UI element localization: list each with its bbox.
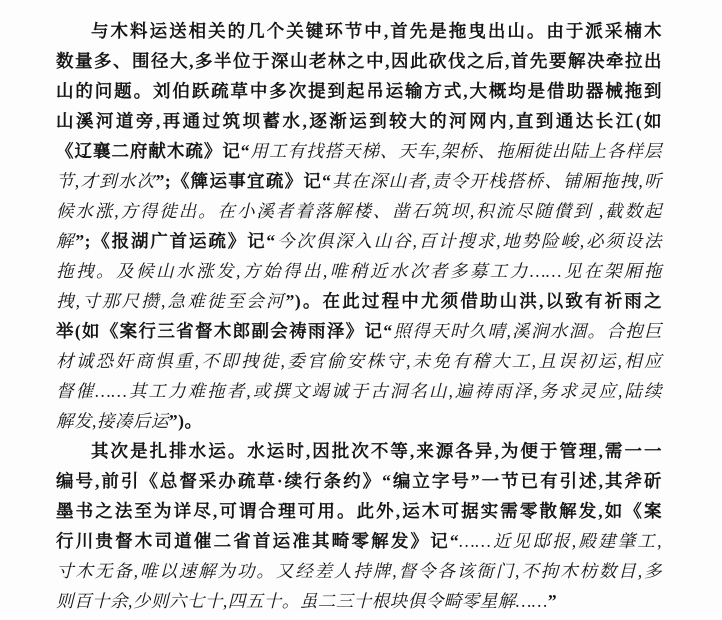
text-block bbox=[56, 16, 662, 616]
text-line bbox=[56, 406, 662, 436]
narrative-text: 数量多、围径大,多半位于深山老林之中,因此砍伐之后,首先要解决牵拉出 bbox=[56, 51, 662, 71]
narrative-text: 举(如《案行三省督木郎副会祷雨泽》记“ bbox=[56, 321, 393, 341]
quotation-text: 节,才到水次 bbox=[56, 171, 156, 191]
narrative-text: 编号,前引《总督采办疏草·续行条约》“编立字号”一节已有引述,其斧斫 bbox=[56, 471, 662, 491]
text-line bbox=[56, 16, 662, 46]
text-line bbox=[56, 136, 662, 166]
text-line bbox=[56, 346, 662, 376]
quotation-text: 其在深山者,责令开栈搭桥、铺厢拖拽,听 bbox=[331, 171, 663, 191]
quotation-text: 则百十余,少则六七十,四五十。虽二三十根块俱令畸零星解…… bbox=[56, 591, 548, 611]
text-line bbox=[56, 166, 662, 196]
narrative-text: 与木料运送相关的几个关键环节中,首先是拖曳出山。由于派采楠木 bbox=[91, 21, 662, 41]
text-line bbox=[56, 76, 662, 106]
paragraph bbox=[56, 16, 662, 436]
narrative-text: 墨书之法至为详尽,可谓合理可用。此外,运木可据实需零散解发,如《案 bbox=[56, 501, 662, 521]
text-line bbox=[56, 496, 662, 526]
quotation-text: 寸木无备,唯以速解为功。又经差人持牌,督令各该衙门,不拘木枋数目,多 bbox=[56, 561, 662, 581]
text-line bbox=[56, 586, 662, 616]
text-line bbox=[56, 526, 662, 556]
quotation-text: 今次俱深入山谷,百计搜求,地势险峻,必须设法 bbox=[275, 231, 663, 251]
narrative-text: ”)。在此过程中尤须借助山洪,以致有祈雨之 bbox=[285, 291, 663, 311]
quotation-text: 督催……其工力难拖者,或撰文竭诚于古洞名山,遍祷雨泽,务求灵应,陆续 bbox=[56, 381, 662, 401]
quotation-text: 候水涨,方得徙出。在小溪者着落解楼、凿石筑坝,积流尽随儧到 ,截数起 bbox=[56, 201, 662, 221]
text-line bbox=[56, 316, 662, 346]
text-line bbox=[56, 46, 662, 76]
quotation-text: 解 bbox=[56, 231, 76, 251]
text-line bbox=[56, 286, 662, 316]
text-line bbox=[56, 556, 662, 586]
narrative-text: ”)。 bbox=[168, 411, 203, 431]
quotation-text: 拖拽。及候山水涨发,方始得出,唯稍近水次者多募工力……见在架厢拖 bbox=[56, 261, 662, 281]
quotation-text: 用工有找搭天梯、天车,架桥、拖厢徙出陆上各样层 bbox=[250, 141, 663, 161]
paragraph bbox=[56, 436, 662, 616]
narrative-text: ” bbox=[547, 591, 558, 611]
narrative-text: ”;《簰运事宜疏》记“ bbox=[155, 171, 332, 191]
narrative-text: 行川贵督木司道催二省首运准其畸零解发》记“ bbox=[56, 531, 460, 551]
text-line bbox=[56, 436, 662, 466]
quotation-text: ……近见邸报,殿建肇工, bbox=[459, 531, 663, 551]
quotation-text: 照得天时久晴,溪涧水涸。合抱巨 bbox=[392, 321, 663, 341]
narrative-text: ”;《报湖广首运疏》记“ bbox=[75, 231, 276, 251]
text-line bbox=[56, 196, 662, 226]
quotation-text: 材诚恐奸商惧重,不即拽徙,委官偷安株守,未免有稽大工,且误初运,相应 bbox=[56, 351, 662, 371]
text-line bbox=[56, 376, 662, 406]
narrative-text: 山的问题。刘伯跃疏草中多次提到起吊运输方式,大概均是借助器械拖到 bbox=[56, 81, 662, 101]
quotation-text: 拽,寸那尺攒,急难徙至会河 bbox=[56, 291, 286, 311]
narrative-text: 其次是扎排水运。水运时,因批次不等,来源各异,为便于管理,需一一 bbox=[91, 441, 662, 461]
quotation-text: 解发,接凑后运 bbox=[56, 411, 169, 431]
text-line bbox=[56, 106, 662, 136]
text-line bbox=[56, 256, 662, 286]
narrative-text: 山溪河道旁,再通过筑坝蓄水,逐渐运到较大的河网内,直到通达长江(如 bbox=[56, 111, 662, 131]
text-line bbox=[56, 226, 662, 256]
narrative-text: 《辽襄二府献木疏》记“ bbox=[56, 141, 251, 161]
text-line bbox=[56, 466, 662, 496]
